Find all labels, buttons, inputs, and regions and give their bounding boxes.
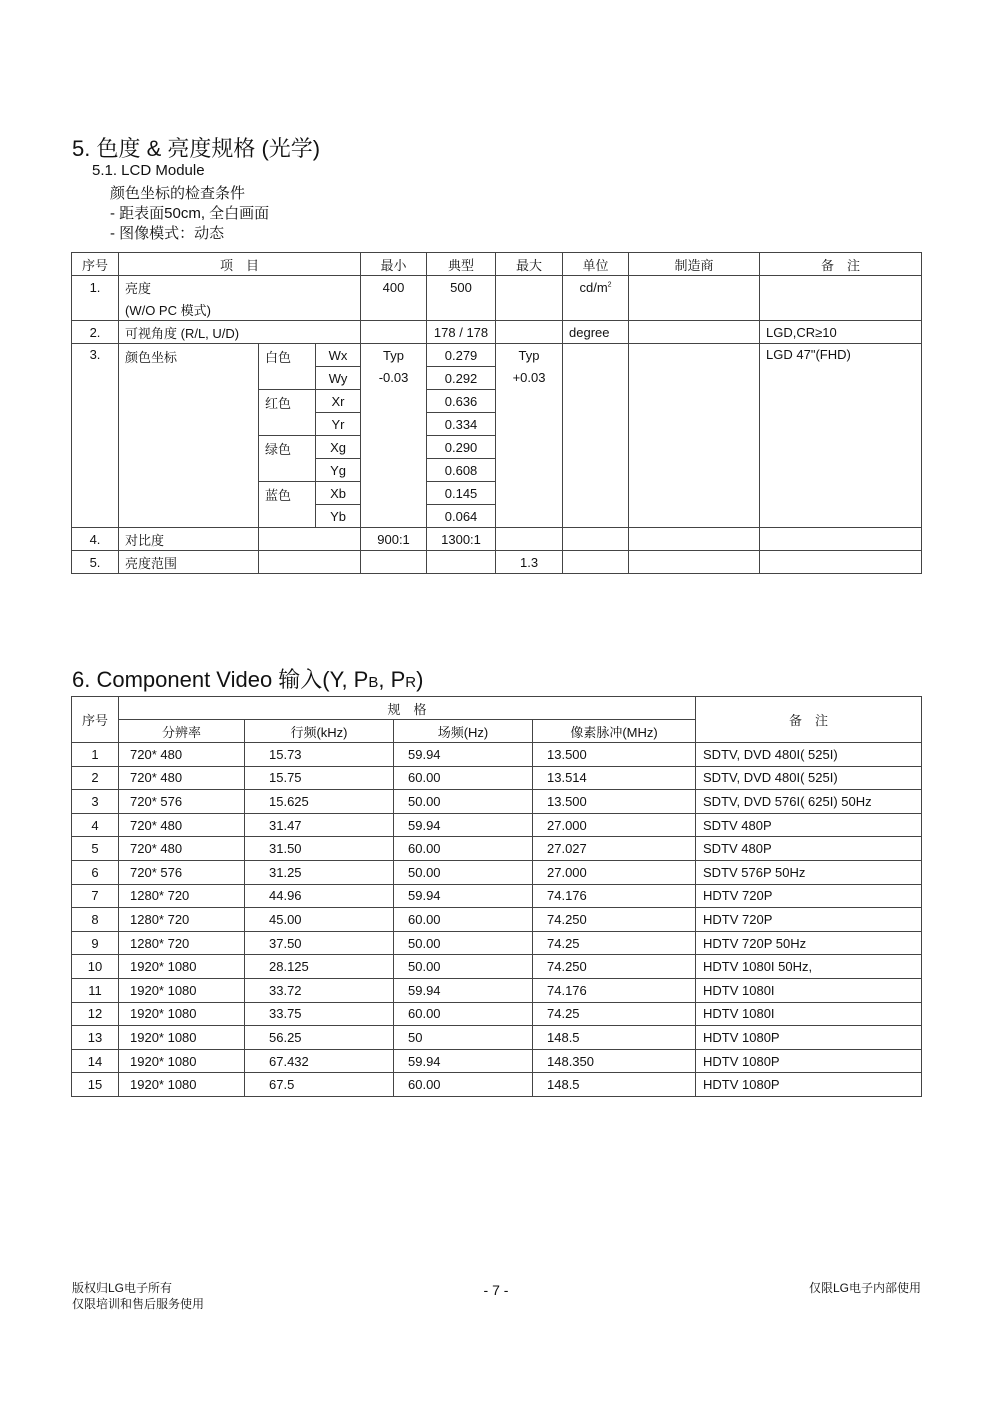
header-spec: 规 格 <box>119 697 696 720</box>
table-cell: 1280* 720 <box>119 931 245 955</box>
table-cell: 60.00 <box>394 837 533 861</box>
table-cell: 1280* 720 <box>119 884 245 908</box>
table-cell: HDTV 1080P <box>696 1026 922 1050</box>
table-cell: 50.00 <box>394 931 533 955</box>
table-row: 4. 对比度 900:1 1300:1 <box>72 528 922 551</box>
table-cell: HDTV 1080P <box>696 1049 922 1073</box>
table-cell: 14 <box>72 1049 119 1073</box>
table-cell: 15.75 <box>245 766 394 790</box>
header-vfreq: 场频(Hz) <box>394 720 533 743</box>
table-cell: 59.94 <box>394 884 533 908</box>
table-cell: 720* 480 <box>119 743 245 767</box>
table-row <box>72 1073 922 1097</box>
table-cell: 59.94 <box>394 978 533 1002</box>
footer-right: 仅限LG电子内部使用 <box>808 1281 921 1295</box>
table-row <box>72 1026 922 1050</box>
table-cell: 27.000 <box>533 860 696 884</box>
component-video-table <box>71 696 922 1097</box>
table-cell: 59.94 <box>394 743 533 767</box>
table-row <box>72 1049 922 1073</box>
table-cell: 67.5 <box>245 1073 394 1097</box>
table-row: 5. 亮度范围 1.3 <box>72 551 922 574</box>
header-resolution: 分辨率 <box>119 720 245 743</box>
table-row <box>72 860 922 884</box>
table-cell: 1920* 1080 <box>119 1002 245 1026</box>
table-row: Wy -0.03 0.292 +0.03 <box>72 367 922 390</box>
table-row <box>72 1002 922 1026</box>
table-cell: 56.25 <box>245 1026 394 1050</box>
footer-usage: 仅限培训和售后服务使用 <box>72 1297 205 1311</box>
table-cell: 720* 576 <box>119 790 245 814</box>
table-cell: 67.432 <box>245 1049 394 1073</box>
table-cell: 1920* 1080 <box>119 1049 245 1073</box>
table-row <box>72 955 922 979</box>
table-cell: 8 <box>72 908 119 932</box>
table-row: 3. 颜色坐标 白色 Wx Typ 0.279 Typ LGD 47"(FHD) <box>72 344 922 367</box>
table-cell: 12 <box>72 1002 119 1026</box>
table-cell: 720* 576 <box>119 860 245 884</box>
table-cell: 28.125 <box>245 955 394 979</box>
header-min: 最小 <box>361 253 427 276</box>
table-cell: 13.500 <box>533 743 696 767</box>
optical-spec-table <box>71 252 922 574</box>
condition-mode: - 图像模式：动态 <box>110 225 225 242</box>
table-cell: 45.00 <box>245 908 394 932</box>
table-header-row <box>72 697 922 720</box>
table-cell: HDTV 1080I 50Hz, <box>696 955 922 979</box>
table-row <box>72 790 922 814</box>
table-cell: 27.027 <box>533 837 696 861</box>
table-cell: 74.176 <box>533 884 696 908</box>
table-cell: 59.94 <box>394 813 533 837</box>
header-remark: 备 注 <box>760 253 922 276</box>
table-cell: SDTV, DVD 480I( 525I) <box>696 766 922 790</box>
table-row <box>72 931 922 955</box>
table-cell: 15 <box>72 1073 119 1097</box>
table-cell: 50.00 <box>394 860 533 884</box>
header-remark: 备 注 <box>696 697 922 743</box>
conditions-title: 颜色坐标的检查条件 <box>110 185 246 202</box>
table-cell: 37.50 <box>245 931 394 955</box>
table-cell: 74.250 <box>533 955 696 979</box>
table-cell: SDTV 480P <box>696 837 922 861</box>
table-cell: 1280* 720 <box>119 908 245 932</box>
table-cell: 720* 480 <box>119 813 245 837</box>
table-cell: SDTV, DVD 480I( 525I) <box>696 743 922 767</box>
table-cell: 33.72 <box>245 978 394 1002</box>
table-row: (W/O PC 模式) <box>72 298 922 321</box>
table-cell: 74.250 <box>533 908 696 932</box>
table-cell: SDTV 576P 50Hz <box>696 860 922 884</box>
table-row <box>72 978 922 1002</box>
table-cell: 50.00 <box>394 790 533 814</box>
table-cell: 60.00 <box>394 1002 533 1026</box>
table-cell: HDTV 720P <box>696 884 922 908</box>
table-row <box>72 766 922 790</box>
table-cell: 60.00 <box>394 766 533 790</box>
table-cell: 720* 480 <box>119 766 245 790</box>
table-cell: 10 <box>72 955 119 979</box>
table-cell: HDTV 720P 50Hz <box>696 931 922 955</box>
header-item: 项 目 <box>119 253 361 276</box>
table-cell: HDTV 1080P <box>696 1073 922 1097</box>
header-unit: 单位 <box>563 253 629 276</box>
table-cell: 33.75 <box>245 1002 394 1026</box>
brightness-unit: $cd/m^2$ <box>563 276 629 299</box>
header-pixel-clock: 像素脉冲(MHz) <box>533 720 696 743</box>
table-cell: 13.500 <box>533 790 696 814</box>
table-cell: 50 <box>394 1026 533 1050</box>
table-cell: 1920* 1080 <box>119 1073 245 1097</box>
table-row <box>72 837 922 861</box>
table-cell: 720* 480 <box>119 837 245 861</box>
table-cell: 15.625 <box>245 790 394 814</box>
table-cell: 3 <box>72 790 119 814</box>
table-row: 2. 可视角度 (R/L, U/D) 178 / 178 degree LGD,CR≥10 <box>72 321 922 344</box>
section6-title: 6. Component Video 输入(Y, PB, PR) <box>72 667 424 692</box>
table-cell: 2 <box>72 766 119 790</box>
table-cell: 13 <box>72 1026 119 1050</box>
table-cell: 15.73 <box>245 743 394 767</box>
table-cell: 9 <box>72 931 119 955</box>
table-cell: 1920* 1080 <box>119 978 245 1002</box>
table-row: 1. 亮度 400 500 $cd/m^2$ <box>72 276 922 299</box>
table-cell: 50.00 <box>394 955 533 979</box>
header-no: 序号 <box>72 697 119 743</box>
table-cell: 1920* 1080 <box>119 955 245 979</box>
condition-distance: - 距表面50cm, 全白画面 <box>110 205 270 222</box>
table-cell: 74.176 <box>533 978 696 1002</box>
table-cell: SDTV, DVD 576I( 625I) 50Hz <box>696 790 922 814</box>
table-cell: 31.25 <box>245 860 394 884</box>
section5-title: 5. 色度 & 亮度规格 (光学) <box>72 136 321 161</box>
table-row: 绿色 Xg 0.290 <box>72 436 922 459</box>
table-cell: 148.5 <box>533 1073 696 1097</box>
table-cell: 74.25 <box>533 931 696 955</box>
table-cell: SDTV 480P <box>696 813 922 837</box>
table-cell: 148.5 <box>533 1026 696 1050</box>
table-row: Yg 0.608 <box>72 459 922 482</box>
table-row: Yb 0.064 <box>72 505 922 528</box>
header-max: 最大 <box>496 253 563 276</box>
table-cell: 31.47 <box>245 813 394 837</box>
table-cell: HDTV 1080I <box>696 978 922 1002</box>
table-cell: 59.94 <box>394 1049 533 1073</box>
section5-subtitle: 5.1. LCD Module <box>92 162 205 179</box>
header-maker: 制造商 <box>629 253 760 276</box>
table-cell: 11 <box>72 978 119 1002</box>
table-cell: 27.000 <box>533 813 696 837</box>
table-row: 红色 Xr 0.636 <box>72 390 922 413</box>
table-cell: 7 <box>72 884 119 908</box>
table-row <box>72 743 922 767</box>
table-row: Yr 0.334 <box>72 413 922 436</box>
table-cell: 13.514 <box>533 766 696 790</box>
table-row <box>72 813 922 837</box>
table-cell: 60.00 <box>394 1073 533 1097</box>
table-cell: 5 <box>72 837 119 861</box>
header-typ: 典型 <box>427 253 496 276</box>
table-row <box>72 884 922 908</box>
table-cell: 44.96 <box>245 884 394 908</box>
table-cell: HDTV 1080I <box>696 1002 922 1026</box>
table-cell: 6 <box>72 860 119 884</box>
table-cell: 148.350 <box>533 1049 696 1073</box>
table-cell: 1 <box>72 743 119 767</box>
table-header-row <box>72 253 922 276</box>
footer-copyright: 版权归LG电子所有 <box>72 1281 173 1295</box>
table-cell: 31.50 <box>245 837 394 861</box>
table-cell: 74.25 <box>533 1002 696 1026</box>
table-cell: 60.00 <box>394 908 533 932</box>
table-cell: 1920* 1080 <box>119 1026 245 1050</box>
table-cell: 4 <box>72 813 119 837</box>
header-no: 序号 <box>72 253 119 276</box>
header-hfreq: 行频(kHz) <box>245 720 394 743</box>
table-row: 蓝色 Xb 0.145 <box>72 482 922 505</box>
table-row <box>72 908 922 932</box>
page-number: - 7 - <box>483 1282 509 1298</box>
table-cell: HDTV 720P <box>696 908 922 932</box>
